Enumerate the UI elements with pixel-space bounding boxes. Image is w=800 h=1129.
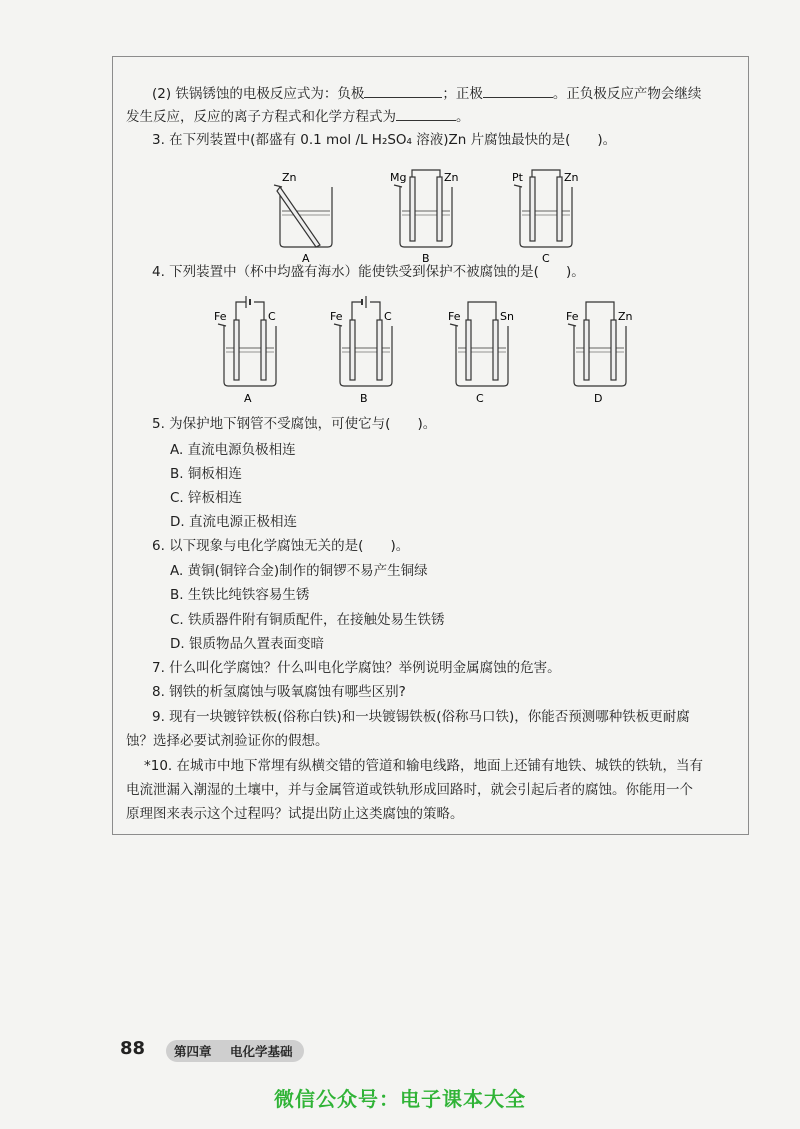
page-number: 88	[120, 1038, 146, 1059]
q2-text-a: (2) 铁锅锈蚀的电极反应式为：负极	[152, 86, 365, 102]
fig4-c-right-label: Sn	[500, 310, 514, 323]
question-10-line-1: *10. 在城市中地下常埋有纵横交错的管道和输电线路，地面上还铺有地铁、城铁的铁轨，当有	[144, 758, 704, 774]
question-6: 6. 以下现象与电化学腐蚀无关的是( )。	[152, 538, 410, 554]
q5-option-b: B. 铜板相连	[170, 466, 242, 482]
q2-text-e: 。	[456, 109, 470, 125]
fig4-c-left-label: Fe	[448, 310, 461, 323]
negative-electrode-blank[interactable]	[364, 83, 442, 98]
question-5: 5. 为保护地下钢管不受腐蚀，可使它与( )。	[152, 416, 437, 432]
fig3-a-metal-label: Zn	[282, 171, 297, 184]
fig3-b-right-label: Zn	[444, 171, 459, 184]
fig3-b-left-label: Mg	[390, 171, 407, 184]
question-2-line-1	[152, 83, 701, 104]
chapter-number: 第四章	[174, 1044, 212, 1059]
question-3-apparatus-figure	[260, 165, 600, 265]
question-4-apparatus-figure	[212, 290, 642, 405]
fig3-c-option-label: C	[542, 252, 550, 265]
q2-text-d: 发生反应，反应的离子方程式和化学方程式为	[126, 109, 396, 125]
question-10-line-2: 电流泄漏入潮湿的土壤中，并与金属管道或铁轨形成回路时，就会引起后者的腐蚀。你能用一个	[126, 782, 693, 798]
fig4-a-left-label: Fe	[214, 310, 227, 323]
fig4-c-option-label: C	[476, 392, 484, 405]
q5-option-d: D. 直流电源正极相连	[170, 514, 297, 530]
fig4-b-right-label: C	[384, 310, 392, 323]
question-8: 8. 钢铁的析氢腐蚀与吸氧腐蚀有哪些区别?	[152, 684, 406, 700]
q2-text-b: ；正极	[442, 86, 483, 102]
equation-blank[interactable]	[396, 106, 456, 121]
q5-option-a: A. 直流电源负极相连	[170, 442, 296, 458]
q6-option-c: C. 铁质器件附有铜质配件，在接触处易生铁锈	[170, 612, 445, 628]
chapter-title: 电化学基础	[230, 1044, 293, 1059]
q6-option-a: A. 黄铜(铜锌合金)制作的铜锣不易产生铜绿	[170, 563, 428, 579]
positive-electrode-blank[interactable]	[483, 83, 553, 98]
fig4-a-right-label: C	[268, 310, 276, 323]
fig4-d-option-label: D	[594, 392, 603, 405]
fig4-b-left-label: Fe	[330, 310, 343, 323]
fig4-d-left-label: Fe	[566, 310, 579, 323]
question-9-line-2: 蚀？选择必要试剂验证你的假想。	[126, 733, 329, 749]
fig4-a-option-label: A	[244, 392, 252, 405]
question-3: 3. 在下列装置中(都盛有 0.1 mol /L H₂SO₄ 溶液)Zn 片腐蚀最快的是( )。	[152, 132, 617, 148]
fig4-b-option-label: B	[360, 392, 368, 405]
question-2-line-2	[126, 106, 470, 127]
question-9-line-1: 9. 现有一块镀锌铁板(俗称白铁)和一块镀锡铁板(俗称马口铁)，你能否预测哪种铁板更耐腐	[152, 709, 690, 725]
watermark-text: 微信公众号：电子课本大全	[274, 1087, 526, 1111]
question-4: 4. 下列装置中（杯中均盛有海水）能使铁受到保护不被腐蚀的是( )。	[152, 264, 585, 280]
q5-option-c: C. 锌板相连	[170, 490, 243, 506]
fig3-c-left-label: Pt	[512, 171, 523, 184]
fig3-c-right-label: Zn	[564, 171, 579, 184]
fig4-d-right-label: Zn	[618, 310, 633, 323]
fig3-a-option-label: A	[302, 252, 310, 265]
question-10-line-3: 原理图来表示这个过程吗？试提出防止这类腐蚀的策略。	[126, 806, 464, 822]
question-7: 7. 什么叫化学腐蚀？什么叫电化学腐蚀？举例说明金属腐蚀的危害。	[152, 660, 561, 676]
q6-option-b: B. 生铁比纯铁容易生锈	[170, 587, 310, 603]
q6-option-d: D. 银质物品久置表面变暗	[170, 636, 324, 652]
fig3-b-option-label: B	[422, 252, 430, 265]
q2-text-c: 。正负极反应产物会继续	[552, 86, 702, 102]
